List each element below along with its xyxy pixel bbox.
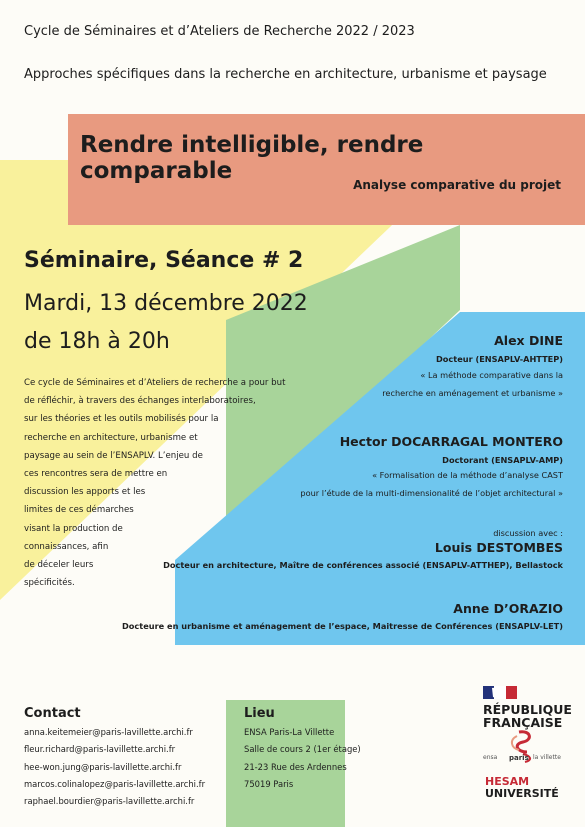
- intro-line: recherche en architecture, urbanisme et: [24, 432, 198, 443]
- contact-emails: [24, 724, 205, 810]
- contact-heading: Contact: [24, 706, 81, 721]
- session-date: Mardi, 13 décembre 2022: [24, 291, 308, 316]
- speaker-talk-line: « Formalisation de la méthode d’analyse CAST: [372, 470, 563, 480]
- speaker-talk-line: recherche en aménagement et urbanisme »: [382, 388, 563, 398]
- intro-line: de déceler leurs: [24, 560, 94, 571]
- speaker-name: Louis DESTOMBES: [434, 540, 563, 555]
- session-label: Séminaire, Séance # 2: [24, 248, 304, 273]
- intro-line: connaissances, afin: [24, 541, 109, 552]
- intro-line: paysage au sein de l’ENSAPLV. L’enjeu de: [24, 450, 203, 461]
- speaker-anne-dorazio: [122, 601, 563, 631]
- ensa-villette-text: la villette: [533, 754, 561, 761]
- ensa-spiral-icon: [483, 728, 563, 768]
- intro-line: de réfléchir, à travers des échanges interlaboratoires,: [24, 396, 256, 407]
- cycle-heading: Cycle de Séminaires et d’Ateliers de Recherche 2022 / 2023: [24, 24, 415, 39]
- republique-line2: FRANÇAISE: [483, 715, 563, 730]
- speaker-name: Alex DINE: [494, 333, 563, 348]
- lieu-line: 21-23 Rue des Ardennes: [244, 761, 347, 772]
- speaker-hector-docarragal: [300, 434, 563, 502]
- lieu-line: 75019 Paris: [244, 778, 294, 789]
- republique-francaise-logo: [483, 684, 572, 729]
- hesam-universite-logo: [485, 776, 559, 800]
- email-link[interactable]: marcos.colinalopez@paris-lavillette.archi.fr: [24, 778, 206, 789]
- intro-line: discussion les apports et les: [24, 487, 146, 498]
- lieu-address: [244, 724, 361, 793]
- republique-line1: RÉPUBLIQUE: [483, 702, 572, 717]
- speaker-talk-line: « La méthode comparative dans la: [420, 370, 563, 380]
- lieu-section: [244, 706, 361, 793]
- intro-line: Ce cycle de Séminaires et d’Ateliers de recherche a pour but: [24, 378, 286, 388]
- email-link[interactable]: raphael.bourdier@paris-lavillette.archi.fr: [24, 796, 195, 807]
- hesam-line2: UNIVERSITÉ: [485, 787, 559, 800]
- event-subtitle: Analyse comparative du projet: [353, 178, 561, 192]
- hesam-line1: HESAM: [485, 775, 530, 788]
- intro-line: visant la production de: [24, 523, 123, 534]
- ensa-paris-la-villette-logo: [483, 728, 563, 768]
- event-title: Rendre intelligible, rendre comparable: [80, 132, 424, 184]
- discussion-label: discussion avec :: [493, 528, 563, 538]
- speaker-role: Docteure en urbanisme et aménagement de l’espace, Maitresse de Conférences (ENSAPLV-LET): [122, 621, 563, 631]
- lieu-line: Salle de cours 2 (1er étage): [244, 744, 361, 755]
- speaker-role: Docteur en architecture, Maître de conférences associé (ENSAPLV-ATTHEP), Bellastock: [163, 560, 563, 570]
- speaker-name: Hector DOCARRAGAL MONTERO: [339, 434, 563, 449]
- speaker-role: Doctorant (ENSAPLV-AMP): [442, 455, 563, 465]
- session-time: de 18h à 20h: [24, 329, 170, 354]
- intro-line: limites de ces démarches: [24, 505, 134, 516]
- lieu-line: ENSA Paris-La Villette: [244, 727, 335, 737]
- intro-line: ces rencontres sera de mettre en: [24, 469, 168, 480]
- intro-line: sur les théories et les outils mobilisés pour la: [24, 414, 219, 425]
- session-datetime: [24, 285, 308, 361]
- lieu-heading: Lieu: [244, 706, 275, 721]
- email-link[interactable]: hee-won.jung@paris-lavillette.archi.fr: [24, 761, 182, 772]
- approaches-heading: Approches spécifiques dans la recherche en architecture, urbanisme et paysage: [24, 67, 547, 82]
- ensa-paris-text: paris: [509, 754, 529, 762]
- speaker-role: Docteur (ENSAPLV-AHTTEP): [436, 354, 563, 364]
- intro-line: spécificités.: [24, 578, 75, 589]
- email-link[interactable]: fleur.richard@paris-lavillette.archi.fr: [24, 744, 176, 755]
- email-link[interactable]: anna.keitemeier@paris-lavillette.archi.fr: [24, 727, 193, 737]
- ensa-text: ensa: [483, 754, 498, 761]
- speaker-name: Anne D’ORAZIO: [453, 601, 563, 616]
- speaker-talk-line: pour l’étude de la multi-dimensionalité de l’objet architectural »: [300, 488, 563, 498]
- speaker-alex-dine: [382, 333, 563, 402]
- speaker-louis-destombes: [163, 540, 563, 570]
- marianne-flag-icon: [483, 686, 517, 699]
- contact-section: [24, 706, 205, 810]
